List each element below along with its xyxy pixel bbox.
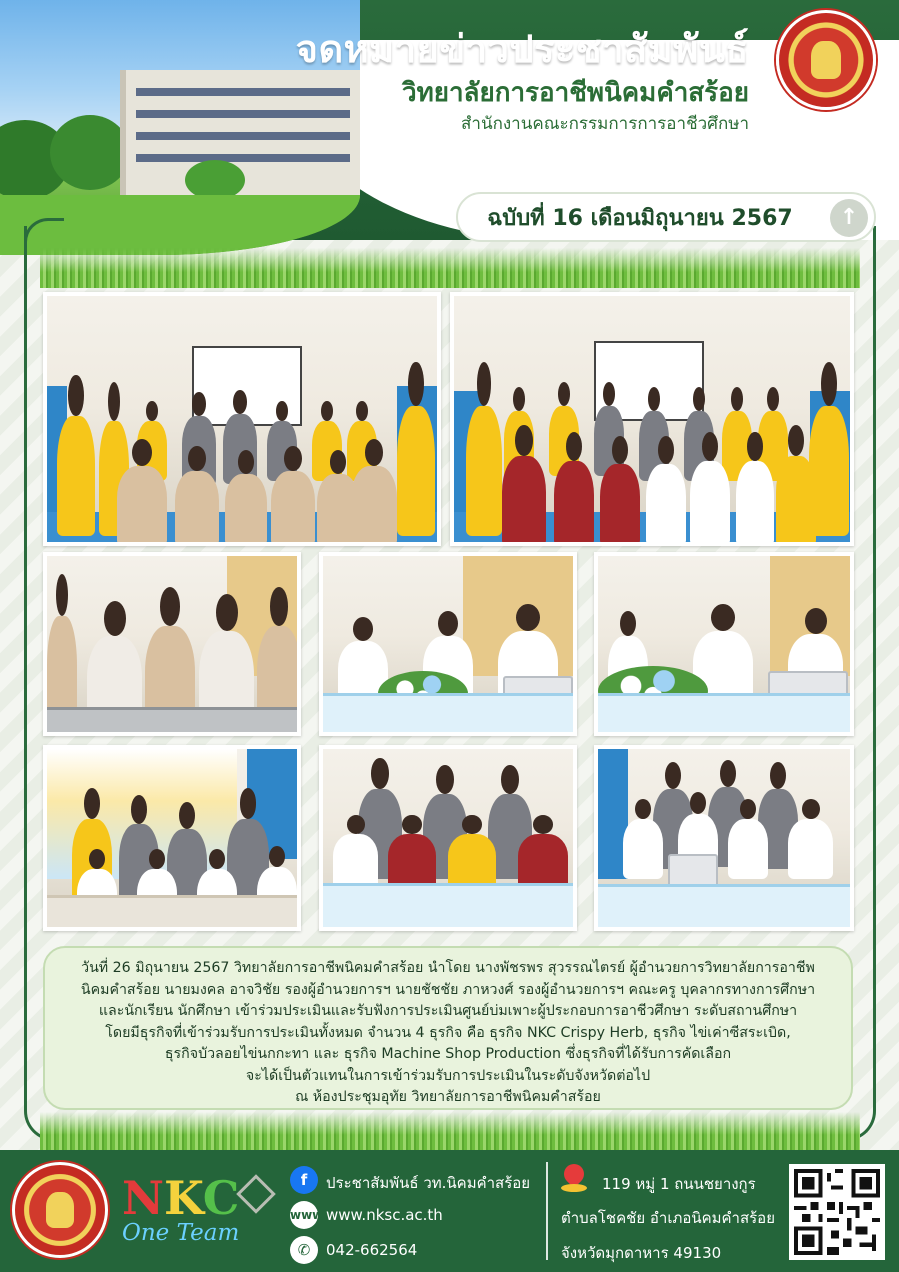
news-line-1: วันที่ 26 มิถุนายน 2567 วิทยาลัยการอาชีพนิคมคำสร้อย นำโดย นางพัชรพร สุวรรณไตรย์ ผู้อำนวยการวิทยาลัยการอาชีพ: [81, 960, 815, 976]
news-line-3: และนักเรียน นักศึกษา เข้าร่วมประเมินและรับฟังการประเมินศูนย์บ่มเพาะผู้ประกอบการอาชีวศึกษา ระดับสถานศึกษา: [98, 1003, 798, 1019]
news-line-7: ณ ห้องประชุมอุทัย วิทยาลัยการอาชีพนิคมคำสร้อย: [295, 1089, 601, 1105]
nkc-logo: NKC: [122, 1171, 240, 1225]
photo-group-staff-students-red-shirts: [450, 292, 854, 546]
qr-code[interactable]: [789, 1164, 885, 1260]
footer-college-seal-logo: [12, 1162, 108, 1258]
newsletter-title: จดหมายข่าวประชาสัมพันธ์: [295, 27, 749, 71]
college-seal-logo: [776, 10, 876, 110]
address-line-1: 119 หมู่ 1 ถนนชยางกูร: [602, 1175, 756, 1193]
news-line-5: ธุรกิจบัวลอยไข่นกกะทา และ ธุรกิจ Machine Shop Production ซึ่งธุรกิจที่ได้รับการคัดเลือก: [164, 1046, 732, 1062]
facebook-icon[interactable]: f: [290, 1166, 318, 1194]
news-line-6: จะได้เป็นตัวแทนในการเข้าร่วมรับการประเมินในระดับจังหวัดต่อไป: [245, 1067, 651, 1084]
photo-students-cooking: [43, 552, 301, 736]
facebook-page-link[interactable]: ประชาสัมพันธ์ วท.นิคมคำสร้อย: [326, 1174, 531, 1192]
grass-decoration-bottom: [40, 1112, 860, 1150]
globe-icon: www: [290, 1201, 318, 1229]
phone-number[interactable]: 042-662564: [326, 1241, 418, 1259]
vocational-logo: [238, 1180, 274, 1240]
photo-students-presenting-right: [594, 552, 854, 736]
issue-label: ฉบับที่ 16 เดือนมิถุนายน 2567: [487, 205, 793, 231]
issue-badge: [456, 192, 876, 242]
news-line-2: นิคมคำสร้อย นายมงคล อาจวิชัย รองผู้อำนวยการฯ นายชัชชัย ภาหวงศ์ รองผู้อำนวยการฯ คณะครู บุคลากรทางการศึกษา: [80, 981, 816, 998]
location-pin-icon: [561, 1164, 587, 1194]
college-name: วิทยาลัยการอาชีพนิคมคำสร้อย: [401, 78, 749, 108]
website-link[interactable]: www.nksc.ac.th: [326, 1206, 443, 1224]
photo-group-machine-shop: [594, 745, 854, 931]
nkc-tagline: One Team: [122, 1220, 240, 1246]
news-body-panel: [43, 946, 853, 1110]
office-name: สำนักงานคณะกรรมการการอาชีวศึกษา: [461, 114, 749, 134]
photo-group-staff-students-aprons: [43, 292, 441, 546]
address-line-2: ตำบลโชคชัย อำเภอนิคมคำสร้อย: [561, 1209, 775, 1227]
news-line-4: โดยมีธุรกิจที่เข้าร่วมรับการประเมินทั้งหมด จำนวน 4 ธุรกิจ คือ ธุรกิจ NKC Crispy Herb, ธุรกิจ ไข่เค่าซีสระเบิด,: [105, 1024, 791, 1041]
address-line-3: จังหวัดมุกดาหาร 49130: [561, 1244, 722, 1262]
phone-icon: ✆: [290, 1236, 318, 1264]
photo-group-red-shirts-table: [319, 745, 577, 931]
photo-students-presenting-left: [319, 552, 577, 736]
arrow-up-icon[interactable]: ↑: [830, 199, 868, 237]
grass-decoration: [40, 248, 860, 288]
photo-group-banner: [43, 745, 301, 931]
